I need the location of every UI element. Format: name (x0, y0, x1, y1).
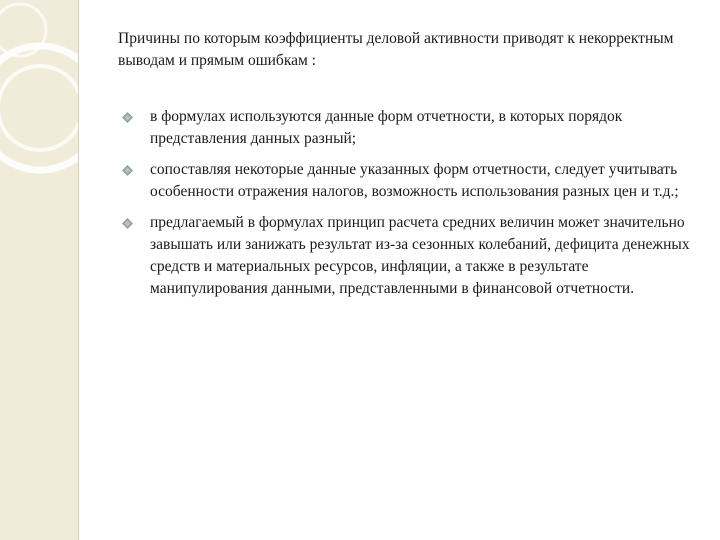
diamond-bullet-icon (122, 112, 133, 123)
slide-title: Причины по которым коэффициенты деловой активности приводят к некорректным выводам и прямым ошибкам : (118, 30, 674, 69)
bullet-text: сопоставляя некоторые данные указанных форм отчетности, следует учитывать особенности отражения налогов, возможность использования разных цен и т.д.; (150, 161, 679, 200)
list-item (132, 159, 692, 203)
bullet-text: в формулах используются данные форм отчетности, в которых порядок представления данных разный; (150, 108, 623, 147)
list-item (132, 212, 692, 300)
diamond-bullet-icon (122, 218, 133, 229)
bullet-text: предлагаемый в формулах принцип расчета средних величин может значительно завышать или занижать результат из-за сезонных колебаний, дефицита денежных средств и материальных ресурсов, инфляции, а также в результате манипулирования данными, представленными в финансовой отчетности. (150, 214, 690, 297)
decorative-circles-graphic (0, 0, 78, 540)
decorative-side-panel (0, 0, 79, 540)
list-item (132, 106, 692, 150)
bullet-list (132, 106, 692, 309)
diamond-bullet-icon (122, 165, 133, 176)
